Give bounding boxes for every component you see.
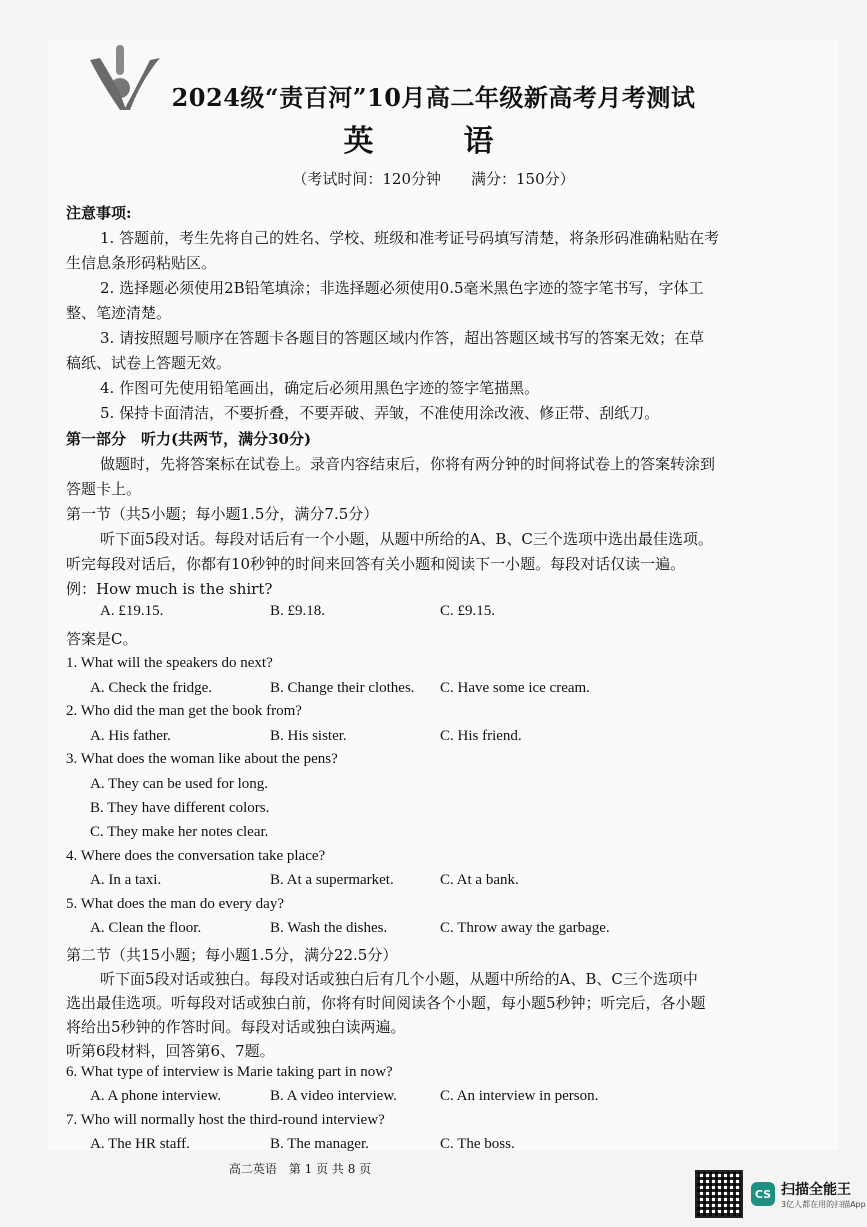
option: C. His friend. (440, 728, 522, 744)
option: A. They can be used for long. (90, 776, 269, 792)
option: B. A video interview. (270, 1088, 397, 1104)
notice-item: 2. 选择题必须使用2B铅笔填涂；非选择题必须使用0.5毫米黑色字迹的签字笔书写，字体工 (100, 279, 704, 297)
question: 7. Who will normally host the third-round interview? (66, 1112, 385, 1128)
section1-intro: 听完每段对话后，你都有10秒钟的时间来回答有关小题和阅读下一小题。每段对话仅读一遍。 (66, 555, 686, 573)
cs-logo-icon: CS (751, 1182, 775, 1206)
page-footer: 高二英语 第 1 页 共 8 页 (228, 1162, 372, 1176)
notice-item: 稿纸、试卷上答题无效。 (66, 354, 232, 372)
part1-intro: 答题卡上。 (66, 480, 142, 498)
question: 4. Where does the conversation take place? (66, 848, 326, 864)
exam-title: 2024级“责百河”10月高二年级新高考月考测试 (171, 83, 696, 112)
example-question: 例：How much is the shirt? (66, 580, 273, 598)
question: 5. What does the man do every day? (66, 896, 284, 912)
section2-heading: 第二节（共15小题；每小题1.5分，满分22.5分） (66, 946, 398, 964)
brand-name: 扫描全能王 (781, 1181, 851, 1198)
part1-heading: 第一部分 听力(共两节，满分30分) (66, 430, 312, 448)
section2-material: 听第6段材料，回答第6、7题。 (66, 1042, 275, 1060)
example-answer: 答案是C。 (66, 630, 138, 648)
option: A. His father. (90, 728, 171, 744)
option: B. His sister. (270, 728, 347, 744)
brand-slogan: 3亿人都在用的扫描App (781, 1199, 866, 1209)
option: C. Throw away the garbage. (440, 920, 610, 936)
qr-code-icon (695, 1170, 743, 1218)
notice-item: 生信息条形码粘贴区。 (66, 254, 217, 272)
section1-heading: 第一节（共5小题；每小题1.5分，满分7.5分） (66, 505, 379, 523)
option: C. They make her notes clear. (90, 824, 269, 840)
option: B. The manager. (270, 1136, 369, 1152)
notice-item: 1. 答题前，考生先将自己的姓名、学校、班级和准考证号码填写清楚，将条形码准确粘贴在考 (100, 229, 720, 247)
example-option: B. £9.18. (270, 603, 326, 619)
notice-item: 4. 作图可先使用铅笔画出，确定后必须用黑色字迹的签字笔描黑。 (100, 379, 540, 397)
option: C. At a bank. (440, 872, 519, 888)
option: B. They have different colors. (90, 800, 270, 816)
section2-intro: 听下面5段对话或独白。每段对话或独白后有几个小题，从题中所给的A、B、C三个选项中 (100, 970, 698, 988)
option: C. Have some ice cream. (440, 680, 590, 696)
question: 1. What will the speakers do next? (66, 655, 273, 671)
option: A. Clean the floor. (90, 920, 202, 936)
part1-intro: 做题时，先将答案标在试卷上。录音内容结束后，你将有两分钟的时间将试卷上的答案转涂到 (100, 455, 716, 473)
section2-intro: 将给出5秒钟的作答时间。每段对话或独白读两遍。 (66, 1018, 406, 1036)
notice-item: 整、笔迹清楚。 (66, 304, 172, 322)
question: 2. Who did the man get the book from? (66, 703, 302, 719)
notice-item: 3. 请按照题号顺序在答题卡各题目的答题区域内作答，超出答题区域书写的答案无效；在草 (100, 329, 705, 347)
option: B. Change their clothes. (270, 680, 415, 696)
option: B. Wash the dishes. (270, 920, 388, 936)
notice-item: 5. 保持卡面清洁，不要折叠，不要弄破、弄皱，不准使用涂改液、修正带、刮纸刀。 (100, 404, 660, 422)
question: 3. What does the woman like about the pens? (66, 751, 338, 767)
option: A. Check the fridge. (90, 680, 213, 696)
example-option: A. £19.15. (100, 603, 164, 619)
subject-title: 英 语 (343, 124, 524, 159)
scanner-watermark (695, 1170, 866, 1218)
option: A. In a taxi. (90, 872, 162, 888)
question: 6. What type of interview is Marie taking part in now? (66, 1064, 393, 1080)
option: A. A phone interview. (90, 1088, 222, 1104)
example-option: C. £9.15. (440, 603, 496, 619)
notice-heading: 注意事项: (66, 204, 132, 222)
section2-intro: 选出最佳选项。听每段对话或独白前，你将有时间阅读各个小题，每小题5秒钟；听完后，各小题 (66, 994, 706, 1012)
option: C. An interview in person. (440, 1088, 599, 1104)
section1-intro: 听下面5段对话。每段对话后有一个小题，从题中所给的A、B、C三个选项中选出最佳选项。 (100, 530, 713, 548)
option: B. At a supermarket. (270, 872, 394, 888)
option: A. The HR staff. (90, 1136, 190, 1152)
exam-info: （考试时间：120分钟 满分：150分） (292, 170, 575, 188)
option: C. The boss. (440, 1136, 515, 1152)
